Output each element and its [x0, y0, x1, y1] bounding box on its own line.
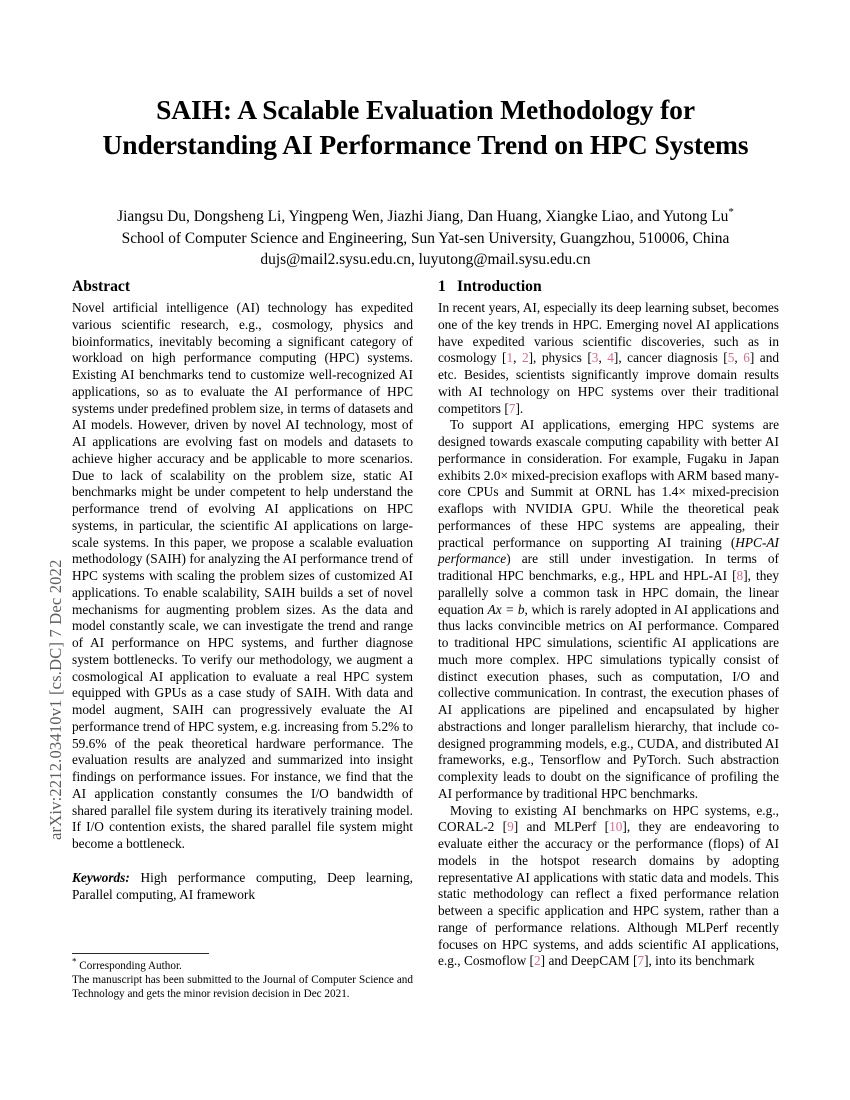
footnote-star-marker: *: [72, 956, 77, 967]
intro-p3-text-a: Moving to existing AI benchmarks on HPC systems, e.g., CORAL-2 [: [438, 802, 779, 835]
corresponding-author-marker: *: [728, 205, 734, 218]
citation-ref-3[interactable]: 3: [591, 350, 599, 366]
author-names: [72, 206, 779, 228]
math-linear-equation: Ax = b: [487, 601, 525, 617]
footnote-line-1: [72, 956, 413, 973]
citation-ref-7b[interactable]: 7: [637, 953, 645, 969]
intro-p2-text-b: ) are still under investigation. In terms of traditional HPC benchmarks, e.g., HPL and HPL-AI [: [438, 551, 779, 583]
column-left: [72, 277, 413, 903]
intro-paragraph-3: [438, 803, 779, 971]
citation-ref-2[interactable]: 2: [521, 350, 529, 366]
keywords-paragraph: [72, 870, 413, 904]
footnote-line-2: The manuscript has been submitted to the Journal of Computer Science and Technology and gets the minor revision decision in Dec 2021.: [72, 974, 413, 1001]
citation-ref-2b[interactable]: 2: [534, 953, 541, 969]
section-number: 1: [438, 278, 446, 295]
authors-block: [72, 206, 779, 271]
intro-p1-text-g: ] and etc. Besides, scientists significantly improve domain results with AI technology on HPC systems over their traditional competitors [: [438, 350, 780, 416]
footnote-block: [72, 953, 413, 1002]
abstract-paragraph: Novel artificial intelligence (AI) technology has expedited various scientific research, e.g., cosmology, physics and bioinformatics, inevitably becoming a significant category of workload on high performance computing (HPC) systems. Existing AI benchmarks tend to customize well-recognized AI applications, so as to evaluate the AI performance of HPC systems under predefined problem size, in terms of datasets and AI models. However, driven by novel AI technology, most of AI applications are evolving fast on models and datasets to achieve higher accuracy and be applicable to more scenarios. Due to lack of scalability on the problem size, static AI benchmarks might be under competent to help understand the performance trend of evolving AI applications on HPC systems, in particular, the scientific AI applications on large-scale systems. In this paper, we propose a scalable evaluation methodology (SAIH) for analyzing the AI performance trend of HPC systems with scaling the problem sizes of customized AI applications. To enable scalability, SAIH builds a set of novel mechanisms for augmenting problem sizes. As the data and model constantly scale, we can investigate the trend and range of AI performance on HPC systems, and further diagnose system bottlenecks. To verify our methodology, we augment a cosmological AI application to evaluate a real HPC system equipped with GPUs as a case study of SAIH. With data and model augment, SAIH can progressively evaluate the AI performance trend of HPC system, e.g. increasing from 5.2% to 59.6% of the peak theoretical hardware performance. The evaluation results are analyzed and summarized into insight findings on performance issues. For instance, we find that the AI application constantly consumes the I/O bandwidth of shared parallel file system during its iteratively training model. If I/O contention exists, the shared parallel file system might become a bottleneck.: [72, 300, 413, 851]
email-line: dujs@mail2.sysu.edu.cn, luyutong@mail.sysu.edu.cn: [260, 251, 591, 268]
citation-ref-4[interactable]: 4: [607, 350, 614, 366]
intro-p1-text-a: In recent years, AI, especially its deep learning subset, becomes one of the key trends in HPC. Emerging novel AI applications have expedited various scientific discoveries, such as in cosmology [: [438, 300, 779, 366]
body-columns: [72, 277, 779, 977]
citation-ref-9[interactable]: 9: [507, 819, 514, 835]
term-hpc-ai-performance: HPC-AI performance: [438, 534, 779, 567]
citation-ref-8[interactable]: 8: [736, 568, 744, 583]
abstract-heading: Abstract: [72, 278, 131, 295]
intro-p1-text-e: ], cancer diagnosis [: [613, 350, 728, 366]
title-block: [72, 92, 779, 162]
citation-ref-6[interactable]: 6: [743, 350, 750, 366]
page-title: SAIH: A Scalable Evaluation Methodology for Understanding AI Performance Trend on HPC Systems: [102, 94, 749, 160]
section-title: Introduction: [457, 278, 542, 295]
footnote-separator-rule: [72, 953, 209, 954]
arxiv-stamp: [0, 0, 65, 1100]
intro-p3-text-c: ], they are endeavoring to evaluate either the accuracy or the performance (flops) of AI models in the hotspot research domains by adopting representative AI applications with static data and models. This static methodology can reflect a fixed performance relation between a specific application and HPC system, rather than a range of performance relations. Although MLPerf recently focuses on HPC systems, and adds scientific AI applications, e.g., Cosmoflow [: [438, 819, 779, 969]
intro-p2-text-c: ], they parallelly solve a common task in HPC domain, the linear equation: [438, 568, 779, 617]
intro-paragraph-2: [438, 417, 779, 802]
citation-ref-5[interactable]: 5: [727, 350, 735, 366]
citation-ref-1[interactable]: 1: [506, 350, 514, 366]
intro-p2-text-d: , which is rarely adopted in AI applications and thus lacks convincible metrics on AI performance. Compared to traditional HPC simulations, scientific AI applications are much more complex. HPC simulations typically consist of distinct execution phases, such as computation, I/O and collective communication. In contrast, the execution phases of AI applications are pipelined and encapsulated by higher abstractions and longer parallelism hierarchy, that include co-designed programming models, e.g., CUDA, and distributed AI frameworks, e.g., Tensorflow and PyTorch. Such abstraction complexity leads to doubt on the significance of profiling the AI performance by traditional HPC benchmarks.: [438, 601, 779, 801]
intro-p2-text-a: To support AI applications, emerging HPC systems are designed towards exascale computing capability with better AI performance in consideration. For example, Fugaku in Japan exhibits 2.0× mixed-precision exaflops with ARM based many-core CPUs and Summit at ORNL has 1.4× mixed-precision exaflops with NVIDIA GPU. While the theoretical peak performances of these HPC systems are appealing, their practical performance on supporting AI training (: [438, 417, 779, 550]
keywords-text: High performance computing, Deep learning, Parallel computing, AI framework: [72, 869, 413, 902]
author-names-text: Jiangsu Du, Dongsheng Li, Yingpeng Wen, Jiazhi Jiang, Dan Huang, Xiangke Liao, and Yutong Lu: [117, 208, 729, 225]
intro-p1-text-f: ,: [734, 350, 744, 366]
intro-p3-text-d: ] and DeepCAM [: [540, 953, 638, 969]
citation-ref-10[interactable]: 10: [609, 819, 623, 835]
intro-paragraph-1: [438, 300, 779, 417]
affiliation-line: School of Computer Science and Engineering, Sun Yat-sen University, Guangzhou, 510006, China: [121, 229, 730, 247]
intro-p3-text-b: ] and MLPerf [: [513, 819, 610, 835]
keywords-label: Keywords:: [72, 869, 130, 885]
introduction-heading: [438, 277, 779, 296]
column-right: [438, 277, 779, 970]
intro-p1-text-c: ], physics [: [528, 350, 592, 366]
intro-p1-text-d: ,: [598, 350, 608, 366]
intro-p3-text-e: ], into its benchmark: [644, 953, 755, 969]
citation-ref-7[interactable]: 7: [508, 400, 516, 416]
intro-p1-text-h: ].: [515, 400, 524, 416]
intro-p1-text-b: ,: [513, 350, 522, 366]
arxiv-identifier-text: arXiv:2212.03410v1 [cs.DC] 7 Dec 2022: [46, 559, 65, 840]
footnote-line-1-text: Corresponding Author.: [76, 960, 182, 972]
